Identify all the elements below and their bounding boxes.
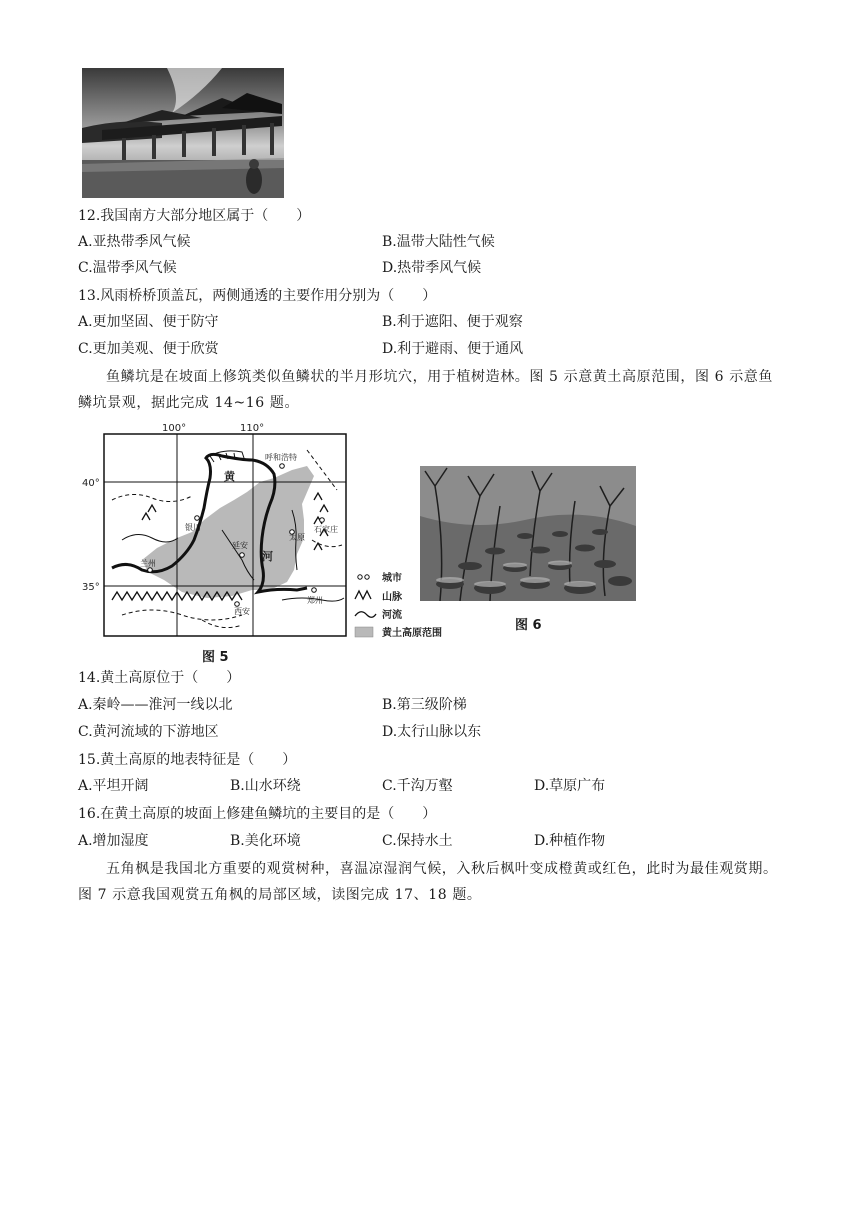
q15-option-c: C.千沟万壑: [382, 778, 453, 794]
figure-5-caption: 图 5: [202, 650, 229, 665]
city-shijiazhuang: 石家庄: [314, 525, 338, 534]
q16-stem: 16.在黄土高原的坡面上修建鱼鳞坑的主要目的是（ ）: [78, 806, 437, 822]
legend-plateau: 黄土高原范围: [382, 628, 442, 639]
city-taiyuan: 太原: [289, 533, 305, 542]
legend-mountain: 山脉: [382, 592, 402, 603]
figure-6-caption: 图 6: [515, 618, 542, 633]
city-xian: 西安: [234, 607, 250, 616]
q14-option-a: A.秦岭——淮河一线以北: [78, 697, 233, 713]
q13-option-a: A.更加坚固、便于防守: [78, 314, 219, 330]
q13-option-b: B.利于遮阳、便于观察: [382, 314, 523, 330]
loess-plateau-map: [82, 420, 462, 665]
q12-option-c: C.温带季风气候: [78, 260, 177, 276]
q12-option-d: D.热带季风气候: [382, 260, 482, 276]
q14-option-c: C.黄河流域的下游地区: [78, 724, 219, 740]
q13-option-d: D.利于避雨、便于通风: [382, 341, 524, 357]
q15-option-d: D.草原广布: [534, 778, 606, 794]
lon-label-100: 100°: [162, 423, 187, 434]
q14-option-b: B.第三级阶梯: [382, 697, 467, 713]
river-label-huang: 黄: [224, 470, 235, 483]
q14-stem: 14.黄土高原位于（ ）: [78, 670, 241, 686]
fish-scale-pits-photo: [420, 466, 636, 601]
q16-option-c: C.保持水土: [382, 833, 453, 849]
city-hohhot: 呼和浩特: [265, 453, 297, 462]
city-yanan: 延安: [232, 541, 248, 550]
river-label-he: 河: [262, 550, 273, 563]
city-lanzhou: 兰州: [140, 559, 156, 568]
wind-rain-bridge-photo: [82, 68, 284, 198]
q15-option-b: B.山水环绕: [230, 778, 301, 794]
q16-option-d: D.种植作物: [534, 833, 606, 849]
city-yinchuan: 银川: [185, 523, 201, 532]
q13-option-c: C.更加美观、便于欣赏: [78, 341, 219, 357]
q12-option-a: A.亚热带季风气候: [78, 234, 191, 250]
q14-option-d: D.太行山脉以东: [382, 724, 482, 740]
q16-option-b: B.美化环境: [230, 833, 301, 849]
legend-river: 河流: [382, 610, 402, 621]
intro-five-angle-maple: 五角枫是我国北方重要的观赏树种，喜温凉湿润气候，入秋后枫叶变成橙黄或红色，此时为最佳观赏期。图 7 示意我国观赏五角枫的局部区域，读图完成 17、18 题。: [78, 861, 778, 903]
q16-option-a: A.增加湿度: [78, 833, 149, 849]
q15-stem: 15.黄土高原的地表特征是（ ）: [78, 752, 297, 768]
lat-label-40: 40°: [82, 478, 100, 489]
city-zhengzhou: 郑州: [307, 596, 323, 605]
intro-fish-scale-pits: 鱼鳞坑是在坡面上修筑类似鱼鳞状的半月形坑穴，用于植树造林。图 5 示意黄土高原范围，图 6 示意鱼鳞坑景观，据此完成 14~16 题。: [78, 369, 774, 411]
q12-stem: 12.我国南方大部分地区属于（ ）: [78, 208, 311, 224]
q12-option-b: B.温带大陆性气候: [382, 234, 495, 250]
q15-option-a: A.平坦开阔: [78, 778, 149, 794]
q13-stem: 13.风雨桥桥顶盖瓦，两侧通透的主要作用分别为（ ）: [78, 288, 437, 304]
legend-city: 城市: [382, 573, 402, 584]
lon-label-110: 110°: [240, 423, 265, 434]
lat-label-35: 35°: [82, 582, 100, 593]
